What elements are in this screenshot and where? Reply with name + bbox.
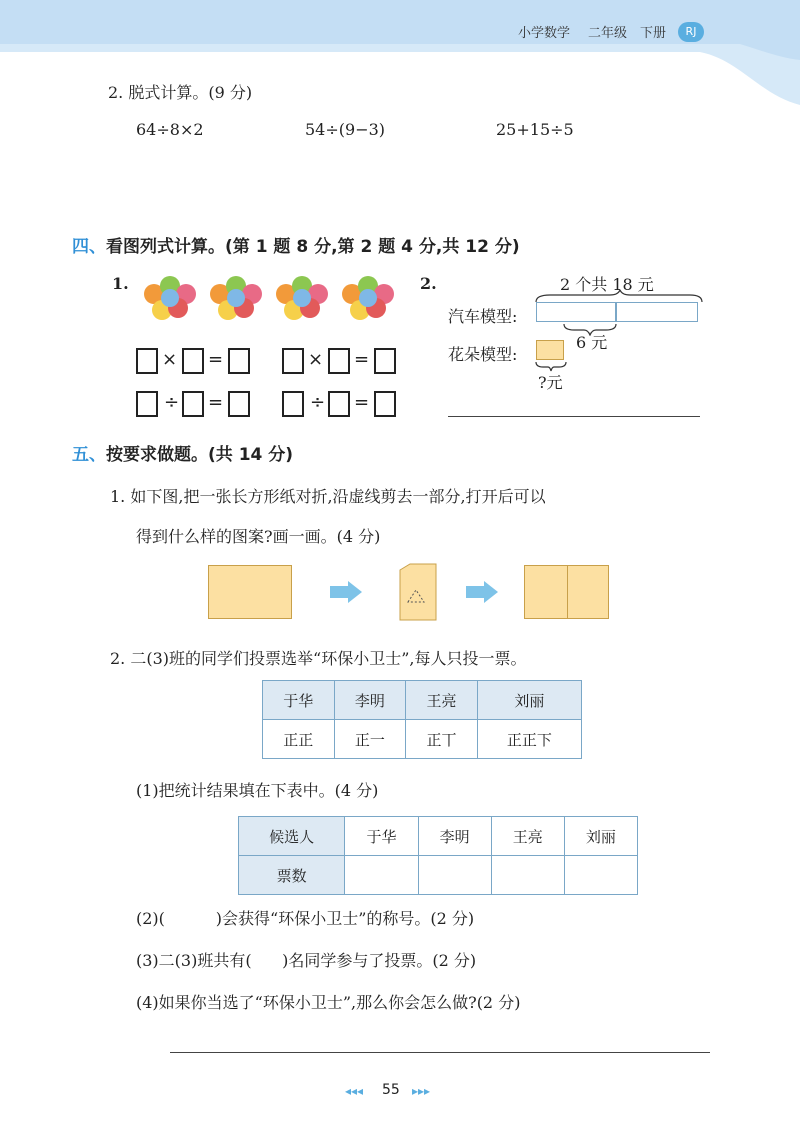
car-bar-segment-2: [616, 302, 698, 322]
expression-2: 54÷(9−3): [305, 120, 386, 139]
table-row: [263, 681, 582, 720]
section-title: 看图列式计算。(第 1 题 8 分,第 2 题 4 分,共 12 分): [106, 237, 520, 257]
arrow-right-icon: [328, 580, 364, 604]
page-number: 55: [382, 1082, 400, 1098]
answer-box[interactable]: [282, 348, 304, 374]
answer-box[interactable]: [228, 348, 250, 374]
equals-sign: =: [354, 392, 370, 413]
question-title: 2. 脱式计算。(9 分): [108, 83, 253, 102]
table-cell: 王亮: [491, 817, 564, 856]
header-cell: 票数: [239, 856, 345, 895]
header-cell: 候选人: [239, 817, 345, 856]
answer-box[interactable]: [228, 391, 250, 417]
vote-input-cell[interactable]: [418, 856, 491, 895]
vote-input-cell[interactable]: [345, 856, 418, 895]
answer-box[interactable]: [374, 391, 396, 417]
tally-cell: 正正: [263, 720, 335, 759]
answer-box[interactable]: [136, 348, 158, 374]
folded-paper-icon: [396, 562, 440, 622]
balloon-bunch-icon: [144, 276, 196, 320]
diff-label: 6 元: [576, 333, 608, 352]
table-cell: 刘丽: [477, 681, 581, 720]
equals-sign: =: [208, 349, 224, 370]
sub-question-3: (3)二(3)班共有( )名同学参与了投票。(2 分): [136, 951, 477, 970]
car-label: 汽车模型:: [448, 307, 518, 326]
q1-label: 1.: [112, 274, 129, 293]
divide-sign: ÷: [164, 392, 180, 413]
flower-label: 花朵模型:: [448, 345, 518, 364]
section-number: 四、: [72, 237, 106, 257]
q1-text-line-1: 1. 如下图,把一张长方形纸对折,沿虚线剪去一部分,打开后可以: [110, 487, 546, 506]
answer-box[interactable]: [328, 348, 350, 374]
unfolded-paper-left: [524, 565, 568, 619]
times-sign: ×: [162, 349, 178, 370]
table-row: [263, 720, 582, 759]
equals-sign: =: [354, 349, 370, 370]
balloons-illustration: [140, 272, 400, 334]
vote-input-cell[interactable]: [491, 856, 564, 895]
table-row: [239, 817, 638, 856]
tally-cell: 正一: [334, 720, 406, 759]
tally-table: [262, 680, 582, 759]
expression-1: 64÷8×2: [136, 120, 204, 139]
arrow-right-icon: [464, 580, 500, 604]
answer-line: [170, 1052, 710, 1053]
q1-text-line-2: 得到什么样的图案?画一画。(4 分): [136, 527, 381, 546]
table-cell: 于华: [345, 817, 418, 856]
sub-question-1: (1)把统计结果填在下表中。(4 分): [136, 781, 379, 800]
times-sign: ×: [308, 349, 324, 370]
footer-left-arrows: ◂◂◂: [345, 1084, 364, 1098]
unknown-label: ?元: [538, 373, 563, 392]
header-volume: 下册: [640, 26, 667, 41]
edition-badge: RJ: [678, 22, 704, 42]
section-title: 按要求做题。(共 14 分): [106, 445, 294, 465]
q2-intro: 2. 二(3)班的同学们投票选举“环保小卫士”,每人只投一票。: [110, 649, 527, 668]
result-table: [238, 816, 638, 895]
total-label: 2 个共 18 元: [560, 275, 654, 294]
answer-box[interactable]: [182, 348, 204, 374]
table-row: [239, 856, 638, 895]
equals-sign: =: [208, 392, 224, 413]
table-cell: 李明: [334, 681, 406, 720]
footer-right-arrows: ▸▸▸: [412, 1084, 431, 1098]
header-subject: 小学数学: [518, 26, 571, 41]
table-cell: 王亮: [406, 681, 478, 720]
answer-line: [448, 416, 700, 417]
answer-box[interactable]: [182, 391, 204, 417]
section-number: 五、: [72, 445, 106, 465]
section-4-heading: [72, 232, 520, 257]
q2-label: 2.: [420, 274, 437, 293]
tally-cell: 正丅: [406, 720, 478, 759]
tally-cell: 正正下: [477, 720, 581, 759]
table-cell: 刘丽: [564, 817, 637, 856]
answer-box[interactable]: [328, 391, 350, 417]
table-cell: 于华: [263, 681, 335, 720]
flower-bar: [536, 340, 564, 360]
answer-box[interactable]: [374, 348, 396, 374]
answer-box[interactable]: [282, 391, 304, 417]
sub-question-4: (4)如果你当选了“环保小卫士”,那么你会怎么做?(2 分): [136, 993, 521, 1012]
table-cell: 李明: [418, 817, 491, 856]
paper-rectangle: [208, 565, 292, 619]
section-5-heading: [72, 440, 293, 465]
unfolded-paper-right: [567, 565, 609, 619]
expression-3: 25+15÷5: [496, 120, 574, 139]
sub-question-2: (2)( )会获得“环保小卫士”的称号。(2 分): [136, 909, 475, 928]
divide-sign: ÷: [310, 392, 326, 413]
header-grade: 二年级: [588, 26, 628, 41]
answer-box[interactable]: [136, 391, 158, 417]
car-bar-segment-1: [536, 302, 616, 322]
vote-input-cell[interactable]: [564, 856, 637, 895]
